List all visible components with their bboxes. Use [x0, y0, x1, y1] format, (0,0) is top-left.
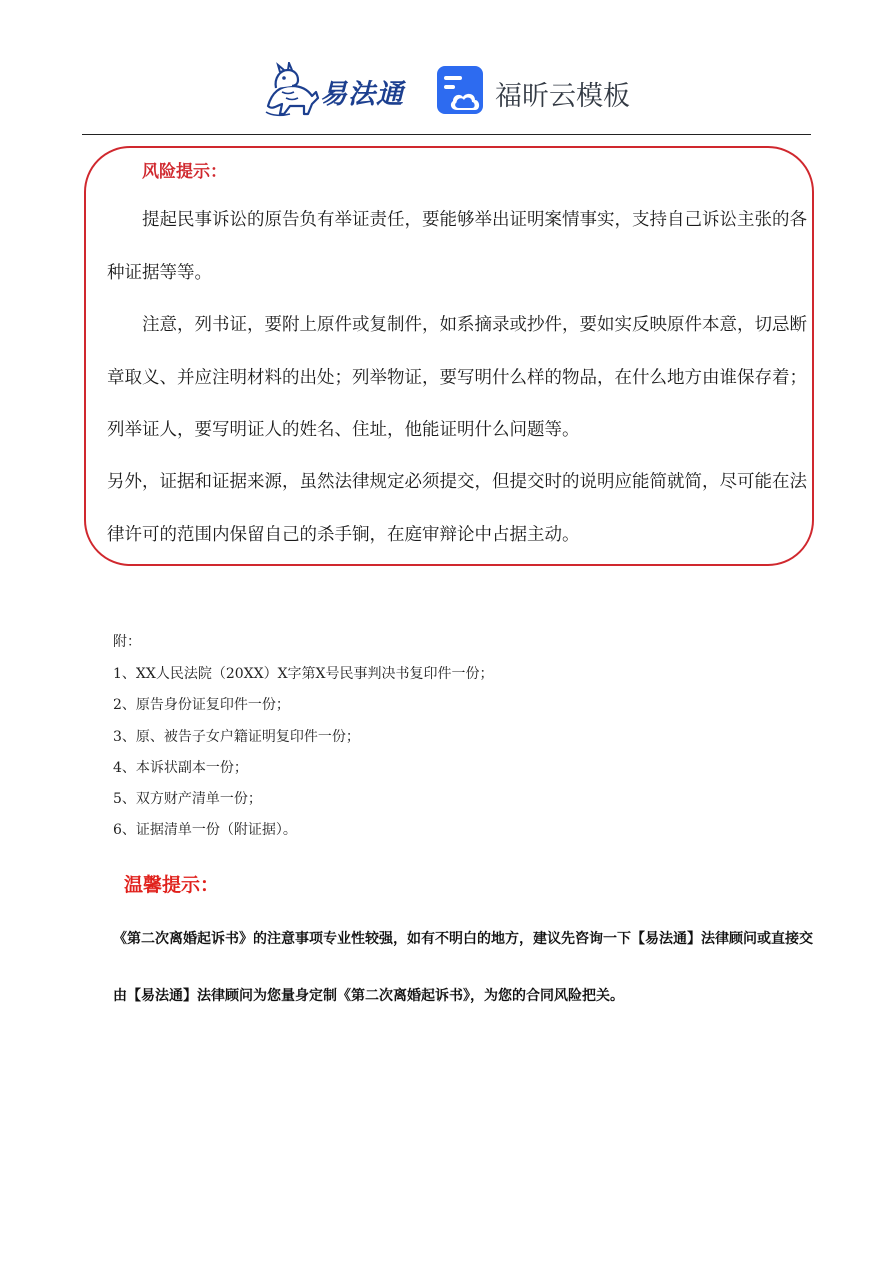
warm-tip-title: 温馨提示：	[124, 874, 220, 896]
attachment-item: 6、证据清单一份（附证据）。	[113, 822, 297, 838]
warm-tip-text: 《第二次离婚起诉书》的注意事项专业性较强，如有不明白的地方，建议先咨询一下【易法通】法律顾问或直接交由【易法通】法律顾问为您量身定制《第二次离婚起诉书》，为您的合同风险把关。	[113, 931, 813, 1004]
page-header	[0, 60, 893, 122]
risk-notice-title: 风险提示：	[142, 162, 227, 182]
risk-paragraph-evidence-source: 另外，证据和证据来源，虽然法律规定必须提交，但提交时的说明应能简就简，尽可能在法律许可的范围内保留自己的杀手锏，在庭审辩论中占据主动。	[107, 472, 807, 545]
risk-paragraph-evidence-listing: 注意，列书证，要附上原件或复制件，如系摘录或抄件，要如实反映原件本意，切忌断章取义、并应注明材料的出处；列举物证，要写明什么样的物品，在什么地方由谁保存着；列举证人，要写明证人的姓名、住址，他能证明什么问题等。	[107, 315, 807, 440]
fuxin-template-logo	[435, 64, 655, 120]
attachment-item: 1、XX人民法院（20XX）X字第X号民事判决书复印件一份；	[113, 666, 494, 682]
header-divider	[82, 134, 811, 135]
yifatong-logo	[262, 62, 412, 118]
attachments-heading: 附：	[113, 634, 141, 650]
fuxin-template-logo-text: 福昕云模板	[495, 81, 630, 112]
qilin-mascot-icon	[262, 62, 322, 118]
attachment-item: 2、原告身份证复印件一份；	[113, 697, 290, 713]
attachment-item: 5、双方财产清单一份；	[113, 791, 262, 807]
risk-paragraph-burden-of-proof: 提起民事诉讼的原告负有举证责任，要能够举出证明案情事实，支持自己诉讼主张的各种证据等等。	[107, 210, 807, 283]
yifatong-logo-text: 易法通	[320, 79, 404, 110]
attachment-item: 3、原、被告子女户籍证明复印件一份；	[113, 729, 360, 745]
attachment-item: 4、本诉状副本一份；	[113, 760, 248, 776]
cloud-document-icon	[435, 64, 487, 116]
